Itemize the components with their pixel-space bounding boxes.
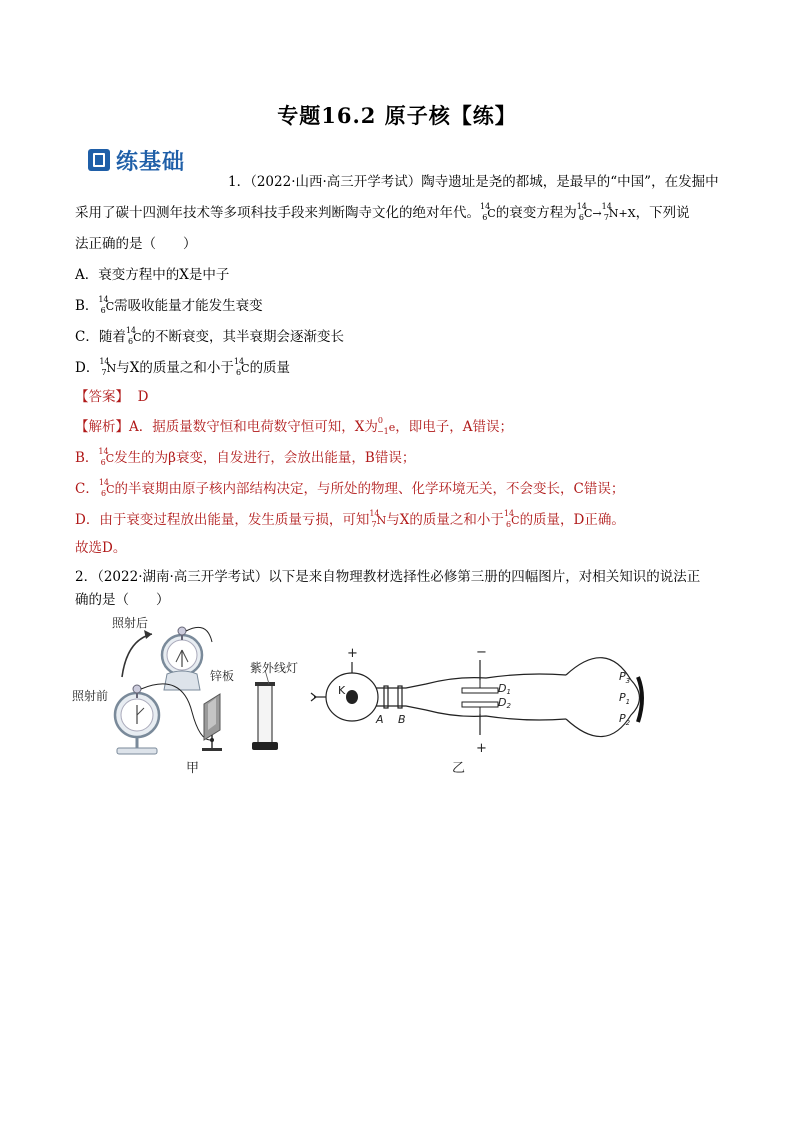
page-title: 专题16.2 原子核【练】 — [277, 103, 517, 128]
figure-yi — [306, 640, 651, 780]
electron-symbol: $^0_{-1}$e — [376, 416, 396, 436]
label-P2: $P_2$ — [619, 712, 631, 727]
caption-jia: 甲 — [186, 761, 200, 776]
q1-line2-text2: 的衰变方程为 — [495, 205, 577, 221]
q2-line1: 2．（2022·湖南·高三开学考试）以下是来自物理教材选择性必修第三册的四幅图片，对相关知识的说法正 — [75, 569, 701, 585]
section-header — [88, 143, 185, 177]
electroscope-before-icon — [115, 684, 212, 754]
label-minus-top: − — [476, 645, 487, 660]
screen-icon — [638, 677, 642, 722]
nuclide-c14: $^{14}_6$C — [233, 357, 250, 377]
label-A: A — [376, 713, 384, 726]
label-D2: D2 — [498, 696, 511, 710]
q1-option-a: A．衰变方程中的X是中子 — [75, 267, 230, 283]
q1-option-d: D．$^{14}_7$N与X的质量之和小于$^{14}_6$C的质量 — [75, 357, 291, 377]
q1-analysis-d: D．由于衰变过程放出能量，发生质量亏损，可知$^{14}_7$N与X的质量之和小于$^{14}_6$C的质量，D正确。 — [75, 509, 625, 529]
uv-lamp-icon — [252, 670, 278, 750]
deflection-plates-icon — [462, 680, 498, 714]
label-after: 照射后 — [112, 616, 149, 630]
electroscope-after-icon — [162, 627, 212, 690]
analysis-label: 【解析】 — [75, 419, 129, 435]
label-D1: D1 — [498, 682, 511, 696]
label-before: 照射前 — [72, 689, 109, 703]
nuclide-c14: $^{14}_6$C — [98, 478, 115, 498]
q1-line2-text: 采用了碳十四测年技术等多项科技手段来判断陶寺文化的绝对年代。 — [75, 205, 480, 221]
q1-option-b: B．$^{14}_6$C需吸收能量才能发生衰变 — [75, 295, 263, 315]
section-label: 练基础 — [116, 149, 186, 175]
nuclide-n14: $^{14}_7$N — [369, 509, 387, 529]
label-K: K — [338, 684, 346, 697]
q2-line2: 确的是（ ） — [75, 592, 170, 608]
cathode-icon — [346, 690, 358, 704]
arrow-icon — [122, 634, 152, 677]
q1-answer — [75, 385, 148, 405]
decay-equation: $^{14}_6$C→$^{14}_7$N+X — [576, 202, 636, 222]
answer-label: 【答案】 — [75, 389, 129, 405]
nuclide-c14: $^{14}_6$C — [98, 447, 115, 467]
zinc-plate-icon — [202, 694, 222, 751]
q1-line3: 法正确的是（ ） — [75, 236, 197, 252]
label-uv: 紫外线灯 — [250, 661, 299, 675]
book-icon — [88, 149, 110, 171]
nuclide-c14: $^{14}_6$C — [503, 509, 520, 529]
nuclide-c14: $^{14}_6$C — [480, 202, 496, 222]
q1-line2-text3: ，下列说 — [635, 205, 690, 221]
label-plus-bottom: + — [476, 741, 487, 756]
nuclide-n14: $^{14}_7$N — [99, 357, 117, 377]
answer-value: D — [137, 389, 149, 405]
label-zinc: 锌板 — [210, 669, 235, 683]
q1-option-c: C．随着$^{14}_6$C的不断衰变，其半衰期会逐渐变长 — [75, 326, 345, 346]
figure-jia — [72, 612, 312, 782]
label-P1: $P_1$ — [619, 691, 631, 706]
q1-analysis-c: C．$^{14}_6$C的半衰期由原子核内部结构决定，与所处的物理、化学环境无关，不会变长，C错误； — [75, 478, 625, 498]
arrowhead-icon — [144, 630, 152, 639]
nuclide-c14: $^{14}_6$C — [125, 326, 142, 346]
beta-symbol: β — [168, 450, 176, 466]
q1-conclusion: 故选D。 — [75, 540, 127, 556]
label-P3: $P_3$ — [619, 670, 631, 685]
q1-line1: 1．（2022·山西·高三开学考试）陶寺遗址是尧的都城，是最早的“中国”，在发掘中 — [228, 174, 719, 190]
cathode-tube-icon — [311, 658, 640, 737]
caption-yi: 乙 — [452, 761, 466, 776]
q1-analysis-a: 【解析】A．据质量数守恒和电荷数守恒可知，X为$^0_{-1}$e，即电子，A错误； — [75, 416, 514, 436]
q1-analysis-b: B．$^{14}_6$C发生的为β衰变，自发进行，会放出能量，B错误； — [75, 447, 416, 467]
label-B: B — [398, 713, 406, 726]
label-plus-top: + — [347, 646, 358, 661]
q1-line2 — [75, 201, 690, 222]
nuclide-c14: $^{14}_6$C — [98, 295, 115, 315]
